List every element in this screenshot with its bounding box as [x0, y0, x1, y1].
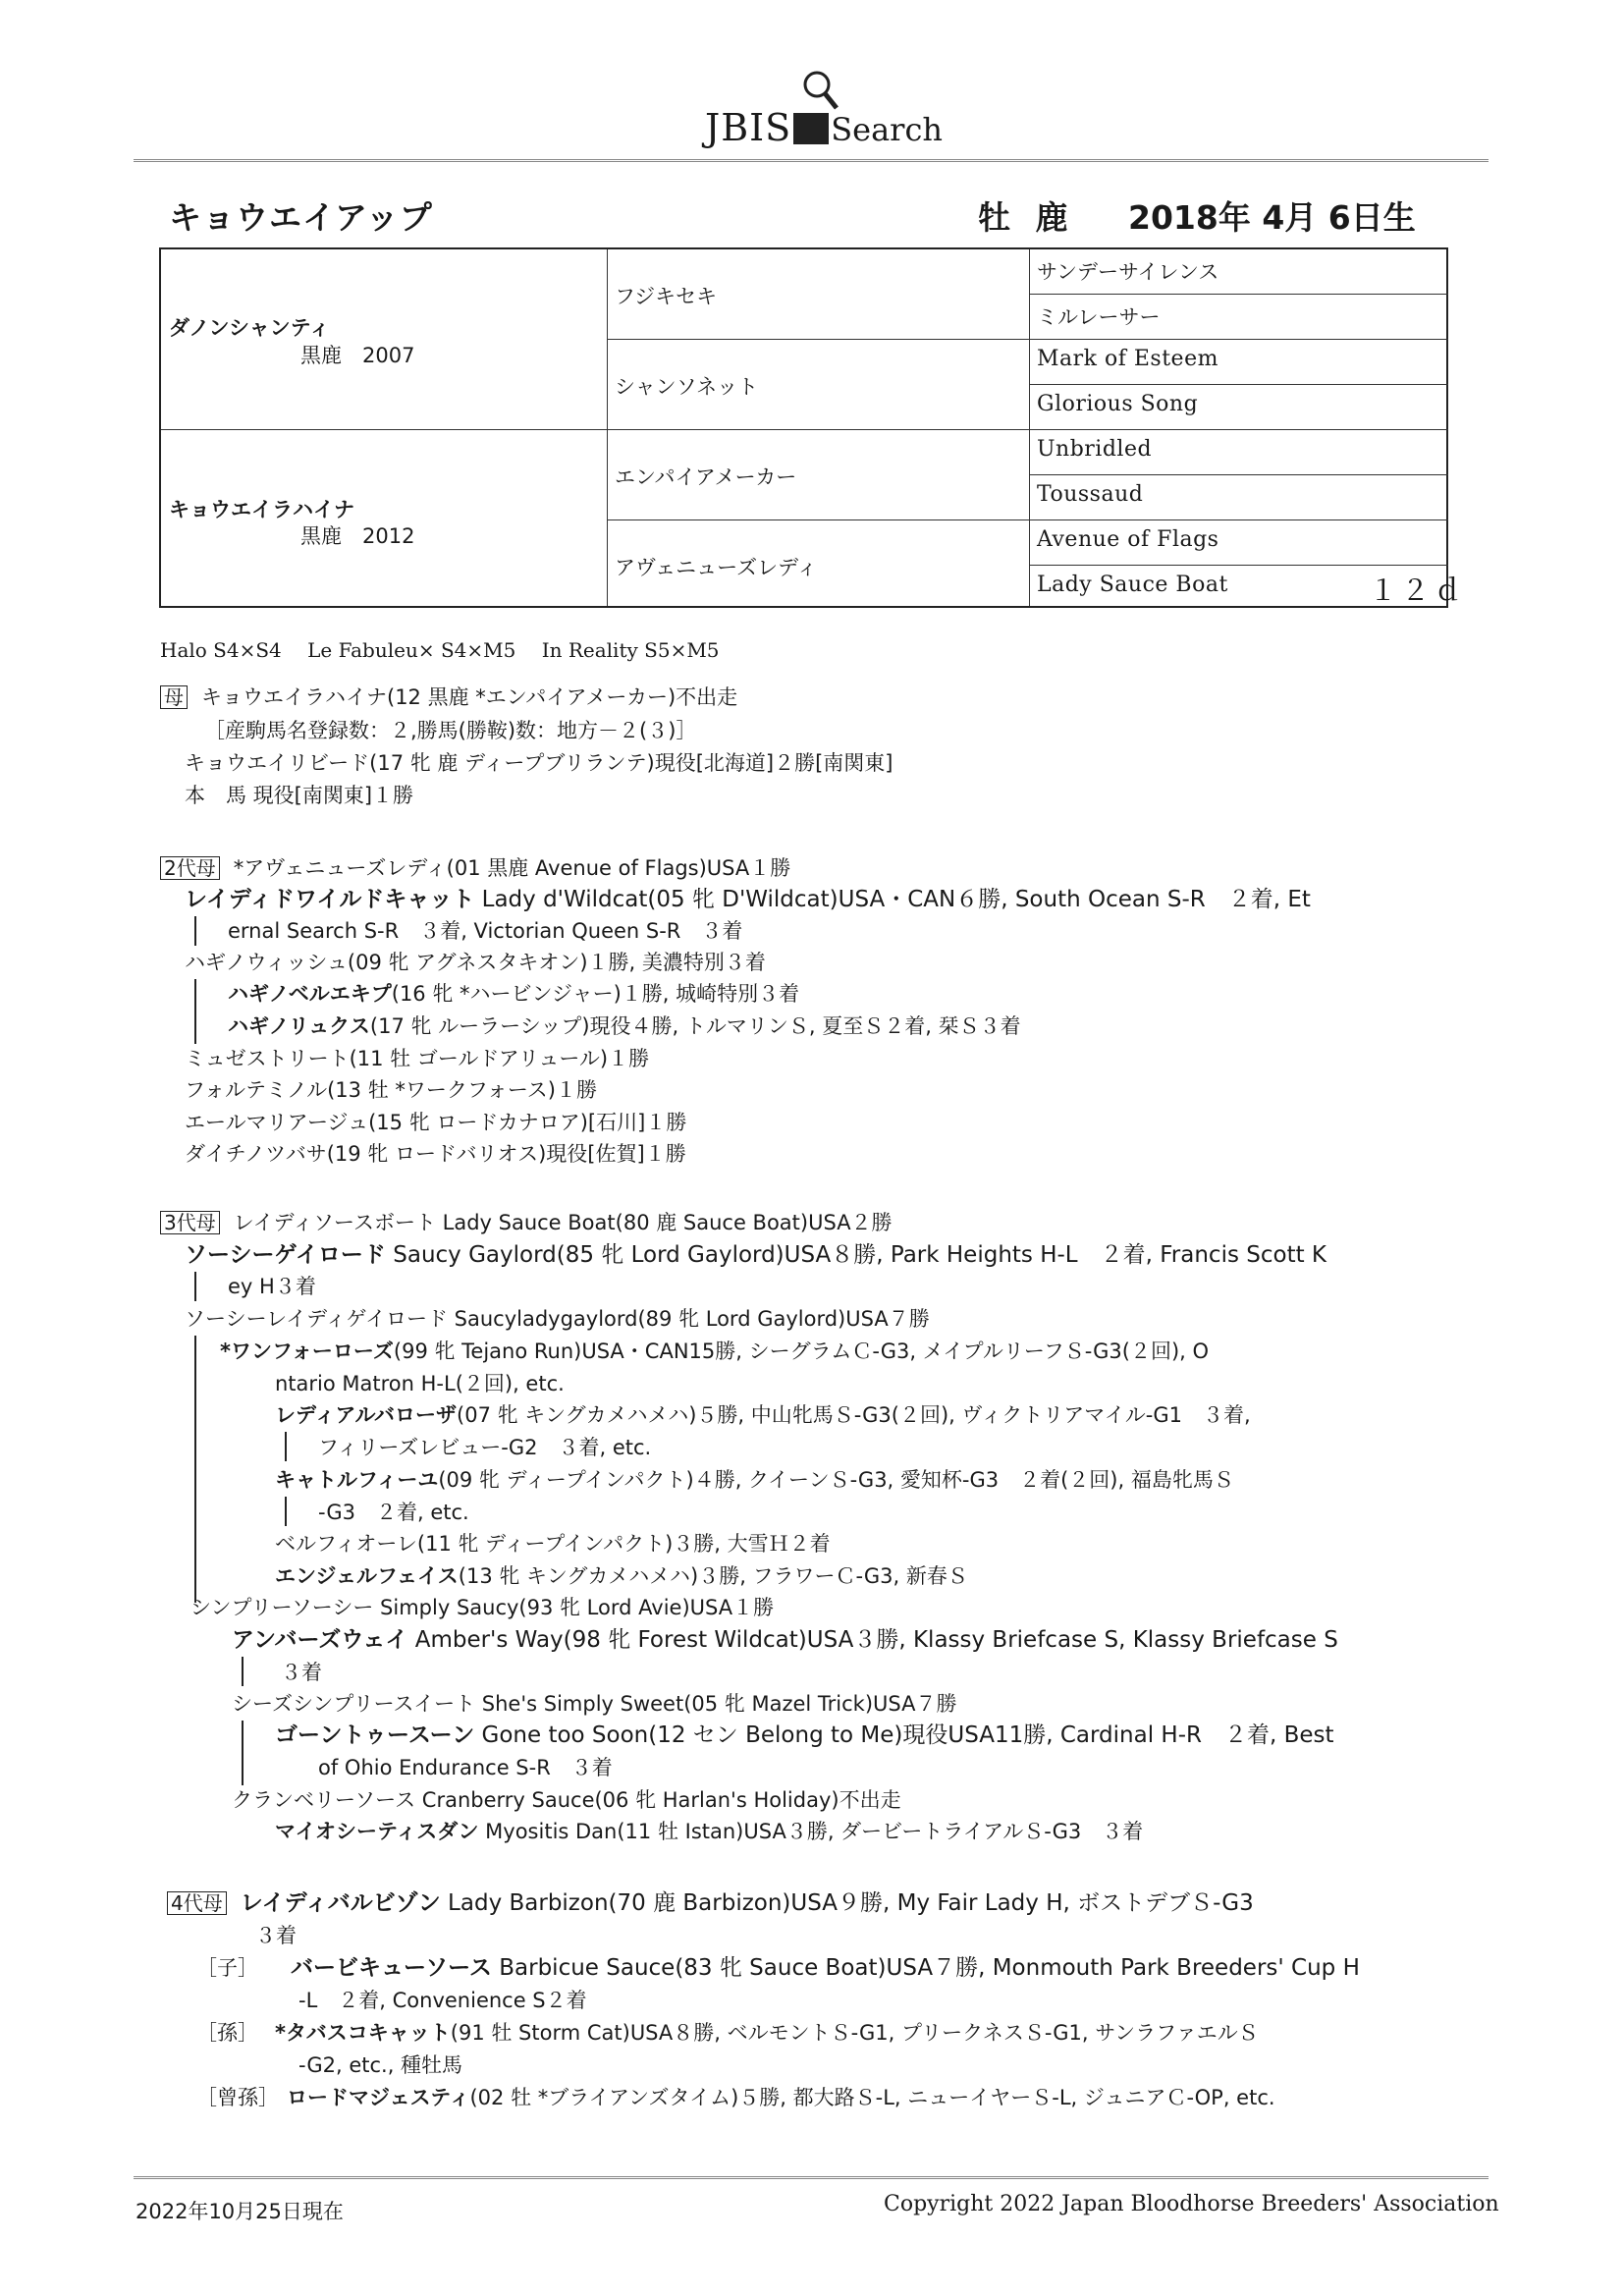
record-cont: -G3 ２着, etc.	[318, 1501, 469, 1524]
record: Saucy Gaylord(85 牝 Lord Gaylord)USA８勝, Park Heights H-L ２着, Francis Scott K	[385, 1242, 1326, 1268]
indent-bar	[285, 1497, 287, 1526]
pedigree-divider	[607, 249, 608, 606]
record: Gone too Soon(12 セン Belong to Me)現役USA11勝, Cardinal H-R ２着, Best	[474, 1722, 1334, 1748]
horse-name-bold: ハギノリュクス	[228, 1014, 370, 1038]
family-line	[185, 885, 1311, 914]
pedigree-divider	[1029, 474, 1448, 475]
ancestor-gen3: Unbridled	[1037, 437, 1153, 462]
ancestor-gen3: Mark of Esteem	[1037, 347, 1218, 371]
record-cont: of Ohio Endurance S-R ３着	[318, 1756, 613, 1779]
pedigree-divider	[607, 339, 1448, 340]
horse-name-bold: レイディバルビゾン	[240, 1890, 441, 1916]
horse-color: 鹿	[1035, 198, 1068, 237]
family-number: １２ｄ	[1369, 574, 1467, 607]
indent-bar	[242, 1721, 244, 1785]
family-line: ハギノウィッシュ(09 牝 アグネスタキオン)１勝, 美濃特別３着	[185, 951, 766, 974]
sire-dam: シャンソネット	[615, 375, 759, 399]
logo-jbis-text: JBIS	[705, 106, 792, 149]
horse-name-bold: アンバーズウェイ	[232, 1627, 408, 1653]
gen2-head: *アヴェニューズレディ(01 黒鹿 Avenue of Flags)USA１勝	[233, 856, 791, 880]
record-cont: -G2, etc., 種牡馬	[298, 2053, 463, 2077]
pedigree-divider	[1029, 565, 1448, 566]
horse-name-bold: バービキューソース	[291, 1955, 492, 1981]
family-line	[232, 1625, 1338, 1655]
pedigree-divider	[1029, 249, 1030, 606]
section-tag: 3代母	[160, 1211, 220, 1234]
ancestor-gen3: Lady Sauce Boat	[1037, 573, 1228, 597]
horse-name-bold: *タバスコキャット	[275, 2021, 451, 2045]
descendant-line	[196, 2018, 1259, 2048]
horse-name-bold: ソーシーゲイロード	[185, 1242, 386, 1268]
family-line	[228, 1011, 1021, 1041]
family-line: ダイチノツバサ(19 牝 ロードバリオス)現役[佐賀]１勝	[185, 1142, 686, 1166]
section-tag: 母	[160, 685, 188, 709]
offspring-line: キョウエイリビード(17 牝 鹿 ディープブリランテ)現役[北海道]２勝[南関東]	[185, 751, 893, 775]
descendant-line	[196, 2083, 1275, 2112]
descendant-line	[196, 1953, 1360, 1983]
indent-bar	[242, 1657, 244, 1686]
indent-bar	[285, 1432, 287, 1461]
relation-label: ［子］	[196, 1956, 258, 1980]
record: (17 牝 ルーラーシップ)現役４勝, トルマリンＳ, 夏至Ｓ２着, 栞Ｓ３着	[369, 1014, 1021, 1038]
horse-name-bold: キャトルフィーユ	[275, 1468, 439, 1492]
section-tag: 4代母	[167, 1891, 227, 1915]
as-of-date: 2022年10月25日現在	[135, 2200, 344, 2223]
family-line	[228, 979, 799, 1009]
gen3-section-head	[160, 1208, 893, 1237]
horse-name: キョウエイアップ	[169, 198, 433, 237]
gen2-section-head	[160, 853, 790, 883]
horse-sex: 牡	[978, 198, 1010, 237]
family-line	[220, 1337, 1209, 1366]
indent-bar	[194, 1272, 196, 1301]
horse-profile	[978, 192, 1416, 239]
horse-name-bold: ハギノベルエキプ	[228, 982, 392, 1006]
record: Myositis Dan(11 牡 Istan)USA３勝, ダービートライアルＳ-G3 ３着	[478, 1820, 1144, 1843]
family-line	[185, 1240, 1326, 1270]
ancestor-gen3: Avenue of Flags	[1037, 527, 1219, 552]
birth-date: 2018年 4月 6日生	[1128, 198, 1416, 237]
record: (16 牝 *ハービンジャー)１勝, 城崎特別３着	[391, 982, 800, 1006]
dam-sire: エンパイアメーカー	[615, 465, 797, 489]
dam-dam: アヴェニューズレディ	[615, 556, 818, 579]
record-cont: ernal Search S-R ３着, Victorian Queen S-R ３着	[228, 919, 743, 943]
copyright: Copyright 2022 Japan Bloodhorse Breeders' Association	[884, 2192, 1499, 2216]
sire-name: ダノンシャンティ	[169, 316, 330, 340]
family-line: シーズシンプリースイート She's Simply Sweet(05 牝 Mazel Trick)USA７勝	[232, 1692, 957, 1716]
record: (13 牝 キングカメハメハ)３勝, フラワーＣ-G3, 新春Ｓ	[458, 1564, 968, 1588]
relation-label: ［曾孫］	[196, 2086, 279, 2109]
header-rule	[134, 159, 1489, 162]
record: (02 牡 *ブライアンズタイム)５勝, 都大路Ｓ-L, ニューイヤーＳ-L, ジュニアＣ-OP, etc.	[469, 2086, 1275, 2109]
horse-name-bold: ロードマジェスティ	[287, 2086, 470, 2109]
horse-name-bold: マイオシーティスダン	[275, 1820, 479, 1843]
record-cont: ３着	[255, 1924, 297, 1947]
record-cont: フィリーズレビュー-G2 ３着, etc.	[318, 1436, 652, 1459]
pedigree-divider	[1029, 294, 1448, 295]
record-cont: ey H３着	[228, 1275, 316, 1298]
record-cont: ３着	[281, 1661, 322, 1684]
horse-name-bold: エンジェルフェイス	[275, 1564, 459, 1588]
footer-rule	[134, 2176, 1489, 2179]
dam-stats: ［産駒馬名登録数：２,勝馬(勝鞍)数：地方－２(３)］	[204, 719, 697, 742]
sire-sire: フジキセキ	[615, 285, 718, 308]
dam-name: キョウエイラハイナ	[169, 498, 354, 521]
dam-line: キョウエイラハイナ(12 黒鹿 *エンパイアメーカー)不出走	[201, 685, 738, 709]
record: Lady d'Wildcat(05 牝 D'Wildcat)USA・CAN６勝, South Ocean S-R ２着, Et	[474, 887, 1311, 912]
pedigree-divider	[607, 519, 1448, 520]
family-line: クランベリーソース Cranberry Sauce(06 牝 Harlan's Holiday)不出走	[232, 1788, 901, 1812]
horse-name-bold: *ワンフォーローズ	[220, 1339, 394, 1363]
family-line: フォルテミノル(13 牡 *ワークフォース)１勝	[185, 1078, 597, 1102]
family-line: ミュゼストリート(11 牡 ゴールドアリュール)１勝	[185, 1047, 650, 1070]
record: Lady Barbizon(70 鹿 Barbizon)USA９勝, My Fair Lady H, ボストデブＳ-G3	[440, 1890, 1254, 1916]
family-line: ソーシーレイディゲイロード Saucyladygaylord(89 牝 Lord Gaylord)USA７勝	[185, 1307, 930, 1331]
record: (91 牡 Storm Cat)USA８勝, ベルモントＳ-G1, プリークネスＳ-G1, サンラファエルＳ	[450, 2021, 1259, 2045]
pedigree-divider	[161, 429, 1448, 430]
logo-horse-icon	[793, 113, 829, 144]
ancestor-gen3: Toussaud	[1037, 482, 1144, 507]
indent-bar	[194, 1336, 196, 1603]
magnifier-icon	[789, 67, 842, 116]
record: (07 牝 キングカメハメハ)５勝, 中山牝馬Ｓ-G3(２回), ヴィクトリアマイル-G1 ３着,	[457, 1403, 1251, 1427]
family-line	[275, 1721, 1334, 1750]
family-line	[275, 1465, 1234, 1495]
relation-label: ［孫］	[196, 2021, 258, 2045]
ancestor-gen3: サンデーサイレンス	[1037, 260, 1219, 284]
horse-name-bold: レディアルバローザ	[275, 1403, 458, 1427]
gen4-section-head	[167, 1888, 1254, 1918]
family-line: ベルフィオーレ(11 牝 ディープインパクト)３勝, 大雪Ｈ２着	[275, 1532, 831, 1556]
offspring-line: 本 馬 現役[南関東]１勝	[185, 784, 414, 807]
dam-section-head	[160, 683, 737, 712]
family-line	[275, 1400, 1251, 1430]
family-line	[275, 1561, 968, 1591]
family-line	[275, 1817, 1143, 1846]
record: (99 牝 Tejano Run)USA・CAN15勝, シーグラムＣ-G3, メイプルリーフＳ-G3(２回), O	[393, 1339, 1210, 1363]
record: (09 牝 ディープインパクト)４勝, クイーンＳ-G3, 愛知杯-G3 ２着(２回), 福島牝馬Ｓ	[438, 1468, 1234, 1492]
horse-name-bold: レイディドワイルドキャット	[185, 887, 475, 912]
sire-info: 黒鹿 2007	[300, 344, 415, 367]
record-cont: -L ２着, Convenience S２着	[298, 1989, 587, 2012]
ancestor-gen3: ミルレーサー	[1037, 305, 1161, 329]
gen3-head: レイディソースボート Lady Sauce Boat(80 鹿 Sauce Boat)USA２勝	[233, 1211, 893, 1234]
record: Amber's Way(98 牝 Forest Wildcat)USA３勝, Klassy Briefcase S, Klassy Briefcase S	[407, 1627, 1338, 1653]
horse-name-bold: ゴーントゥースーン	[275, 1722, 475, 1748]
dam-info: 黒鹿 2012	[300, 524, 415, 548]
section-tag: 2代母	[160, 856, 220, 880]
family-line: シンプリーソーシー Simply Saucy(93 牝 Lord Avie)USA１勝	[190, 1596, 775, 1619]
inbreeding-line: Halo S4×S4 Le Fabuleu× S4×M5 In Reality S5×M5	[160, 638, 720, 662]
logo-search-text: Search	[831, 111, 943, 148]
record: Barbicue Sauce(83 牝 Sauce Boat)USA７勝, Monmouth Park Breeders' Cup H	[491, 1955, 1360, 1981]
indent-bar	[194, 916, 196, 946]
indent-bar	[194, 979, 196, 1044]
family-line: エールマリアージュ(15 牝 ロードカナロア)[石川]１勝	[185, 1111, 687, 1134]
pedigree-divider	[1029, 384, 1448, 385]
ancestor-gen3: Glorious Song	[1037, 392, 1199, 416]
pedigree-table	[159, 247, 1467, 608]
record-cont: ntario Matron H-L(２回), etc.	[275, 1372, 565, 1395]
